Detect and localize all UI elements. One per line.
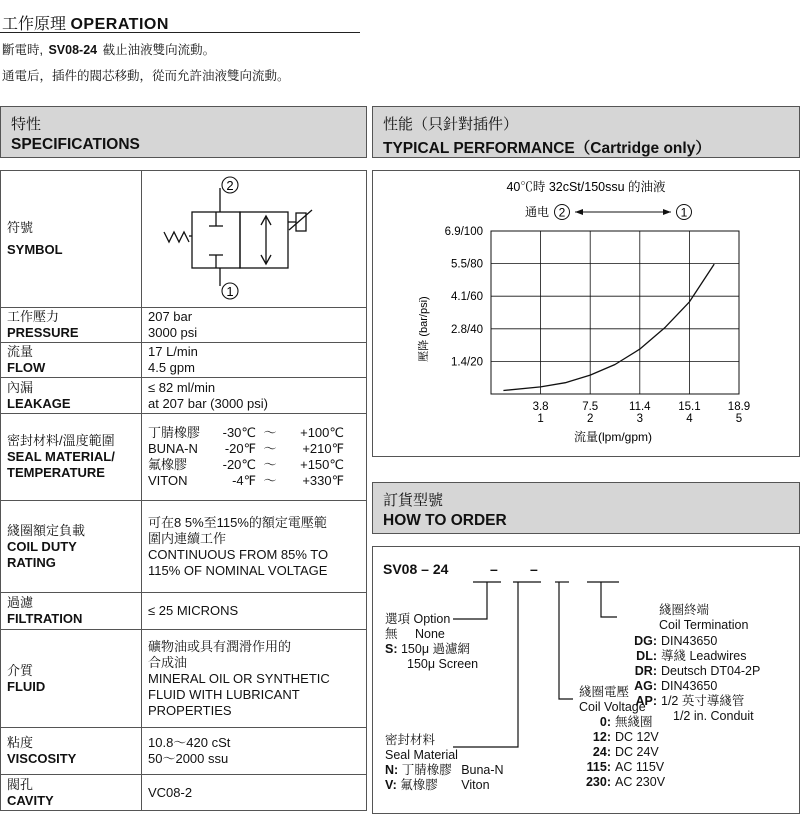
chart-x-tick-lpm: 15.1 xyxy=(678,401,701,413)
order-termination-block: 綫圈終端 Coil Termination DG: DIN43650 DL: 導綫 Leadwires DR: Deutsch DT04-2P AG: DIN43650 AP: 1/2 英寸導綫管 1/2 in. Conduit xyxy=(634,603,761,723)
performance-chart-panel xyxy=(372,170,800,457)
spec-row-leakage: 內漏 LEAKAGE ≤ 82 ml/min at 207 bar (3000 psi) xyxy=(1,378,367,414)
chart-y-tick-label: 6.9/100 xyxy=(444,226,483,238)
operation-rule xyxy=(0,32,360,33)
chart-from-port: 2 xyxy=(558,205,566,220)
chart-x-tick-gpm: 5 xyxy=(735,413,743,425)
specifications-table xyxy=(0,170,367,811)
chart-series-line xyxy=(503,264,714,390)
port-2-label: 2 xyxy=(226,178,234,193)
chart-x-tick-gpm: 4 xyxy=(686,413,693,425)
specifications-header: 特性 SPECIFICATIONS xyxy=(0,106,367,158)
order-dash-1: – xyxy=(490,561,498,577)
chart-y-tick-label: 2.8/40 xyxy=(451,323,483,336)
order-option-block: 選項 Option 無 None S: 150μ 過濾網 150μ Screen xyxy=(385,612,479,671)
spec-row-coil-duty: 綫圈額定負載 COIL DUTY RATING 可在8 5%至115%的額定電壓範 圍内連續工作 CONTINUOUS FROM 85% TO 115% OF NOMINAL VOLTAGE xyxy=(1,501,367,593)
order-dash-2: – xyxy=(530,561,538,577)
how-to-order-header: 訂貨型號 HOW TO ORDER xyxy=(372,482,800,534)
spring-icon xyxy=(164,232,189,242)
chart-plot-frame xyxy=(491,231,739,394)
spec-row-fluid: 介質 FLUID 礦物油或具有潤滑作用的 合成油 MINERAL OIL OR SYNTHETIC FLUID WITH LUBRICANT PROPERTIES xyxy=(1,630,367,728)
performance-chart xyxy=(373,171,799,456)
operation-line-1: 斷電時, SV08-24 截止油液雙向流動。 xyxy=(2,43,216,57)
operation-title-en: OPERATION xyxy=(70,16,169,33)
spec-row-pressure: 工作壓力 PRESSURE 207 bar 3000 psi xyxy=(1,308,367,343)
chart-y-tick-label: 1.4/20 xyxy=(451,356,483,369)
operation-title xyxy=(2,11,169,34)
how-to-order-panel xyxy=(372,546,800,814)
operation-line-2: 通電后，插件的閥芯移動，從而允許油液雙向流動。 xyxy=(2,69,290,83)
spec-row-symbol: 符號 SYMBOL 2 1 xyxy=(1,171,367,308)
performance-header: 性能（只針對插件） TYPICAL PERFORMANCE（Cartridge only） xyxy=(372,106,800,158)
chart-y-tick-label: 5.5/80 xyxy=(451,258,483,271)
chart-energized-label: 通电 xyxy=(524,205,549,219)
chart-x-tick-gpm: 2 xyxy=(586,413,594,425)
order-seal-block: 密封材料 Seal Material N: 丁腈橡膠 Buna-N V: 氟橡膠 Viton xyxy=(385,733,504,792)
chart-x-tick-lpm: 18.9 xyxy=(727,401,751,413)
flow-direction-arrow-icon xyxy=(575,209,671,215)
spec-row-seal-material: 密封材料/溫度範圍 SEAL MATERIAL/ TEMPERATURE 丁腈橡膠 -30℃ ～ +100℃ BUNA-N -20℉ ～ +210℉ 氟橡膠 -20℃ ～ +150℃ VITON -4℉ ～ +330℉ xyxy=(1,414,367,501)
chart-x-tick-gpm: 3 xyxy=(636,413,644,425)
valve-symbol-diagram xyxy=(142,172,368,306)
port-1-label: 1 xyxy=(226,284,234,299)
chart-x-tick-lpm: 3.8 xyxy=(532,401,549,413)
order-model-code: SV08 – 24 xyxy=(383,561,449,577)
operation-title-zh: 工作原理 xyxy=(2,16,67,33)
order-voltage-block: 綫圈電壓 Coil Voltage 0: 無綫圈 12: DC 12V 24: DC 24V 115: AC 115V 230: AC 230V xyxy=(579,685,666,789)
chart-title: 40℃時 32cSt/150ssu 的油液 xyxy=(506,180,666,194)
chart-x-tick-lpm: 7.5 xyxy=(582,401,599,413)
chart-x-tick-lpm: 11.4 xyxy=(629,401,651,413)
chart-to-port: 1 xyxy=(680,205,688,220)
chart-y-axis-label: 壓降 (bar/psi) xyxy=(418,296,430,362)
spec-row-flow: 流量 FLOW 17 L/min 4.5 gpm xyxy=(1,343,367,378)
spec-row-cavity: 閥孔 CAVITY VC08-2 xyxy=(1,775,367,811)
chart-x-tick-gpm: 1 xyxy=(537,413,544,425)
spec-row-viscosity: 粘度 VISCOSITY 10.8～420 cSt 50～2000 ssu xyxy=(1,728,367,775)
chart-y-tick-label: 4.1/60 xyxy=(451,291,483,304)
chart-x-axis-label: 流量(lpm/gpm) xyxy=(573,430,653,444)
spec-row-filtration: 過濾 FILTRATION ≤ 25 MICRONS xyxy=(1,593,367,630)
seal-temperature-grid: 丁腈橡膠 -30℃ ～ +100℃ BUNA-N -20℉ ～ +210℉ 氟橡膠 -20℃ ～ +150℃ VITON -4℉ ～ +330℉ xyxy=(148,425,344,488)
